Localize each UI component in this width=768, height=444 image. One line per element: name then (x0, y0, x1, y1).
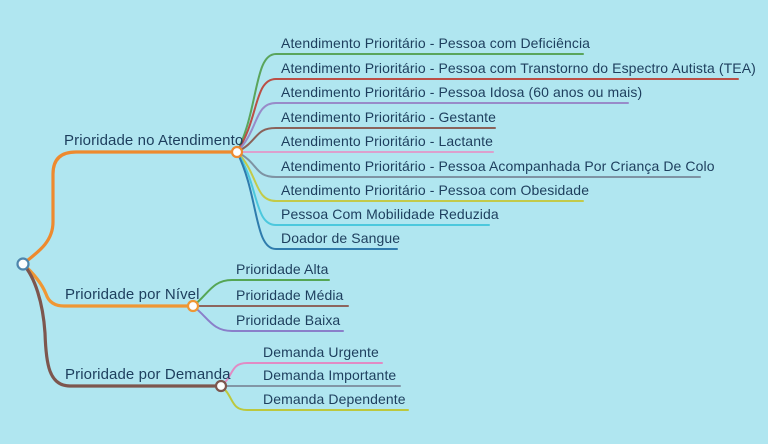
node-gestante[interactable]: Atendimento Prioritário - Gestante (281, 109, 497, 125)
node-prioridade-alta[interactable]: Prioridade Alta (236, 261, 329, 277)
node-lactante[interactable]: Atendimento Prioritário - Lactante (281, 133, 493, 149)
node-pessoa-com-obesidade[interactable]: Atendimento Prioritário - Pessoa com Obesidade (281, 182, 590, 198)
node-crianca-de-colo[interactable]: Atendimento Prioritário - Pessoa Acompanhada Por Criança De Colo (281, 158, 715, 174)
node-prioridade-media[interactable]: Prioridade Média (236, 287, 344, 303)
node-pessoa-idosa[interactable]: Atendimento Prioritário - Pessoa Idosa (60 anos ou mais) (281, 84, 643, 100)
node-demanda-urgente[interactable]: Demanda Urgente (263, 344, 379, 360)
node-prioridade-por-demanda[interactable]: Prioridade por Demanda (65, 366, 231, 383)
node-prioridade-por-nivel[interactable]: Prioridade por Nível (65, 286, 200, 303)
branch-line-prioridade-no-atendimento (23, 152, 237, 264)
node-demanda-importante[interactable]: Demanda Importante (263, 367, 397, 383)
node-doador-de-sangue[interactable]: Doador de Sangue (281, 230, 401, 246)
node-pessoa-com-deficiencia[interactable]: Atendimento Prioritário - Pessoa com Deficiência (281, 35, 591, 51)
node-prioridade-baixa[interactable]: Prioridade Baixa (236, 312, 341, 328)
node-mobilidade-reduzida[interactable]: Pessoa Com Mobilidade Reduzida (281, 206, 499, 222)
node-prioridade-no-atendimento[interactable]: Prioridade no Atendimento (64, 132, 244, 149)
node-demanda-dependente[interactable]: Demanda Dependente (263, 391, 406, 407)
node-transtorno-espectro-autista[interactable]: Atendimento Prioritário - Pessoa com Transtorno do Espectro Autista (TEA) (281, 60, 756, 76)
root-node[interactable] (18, 259, 29, 270)
